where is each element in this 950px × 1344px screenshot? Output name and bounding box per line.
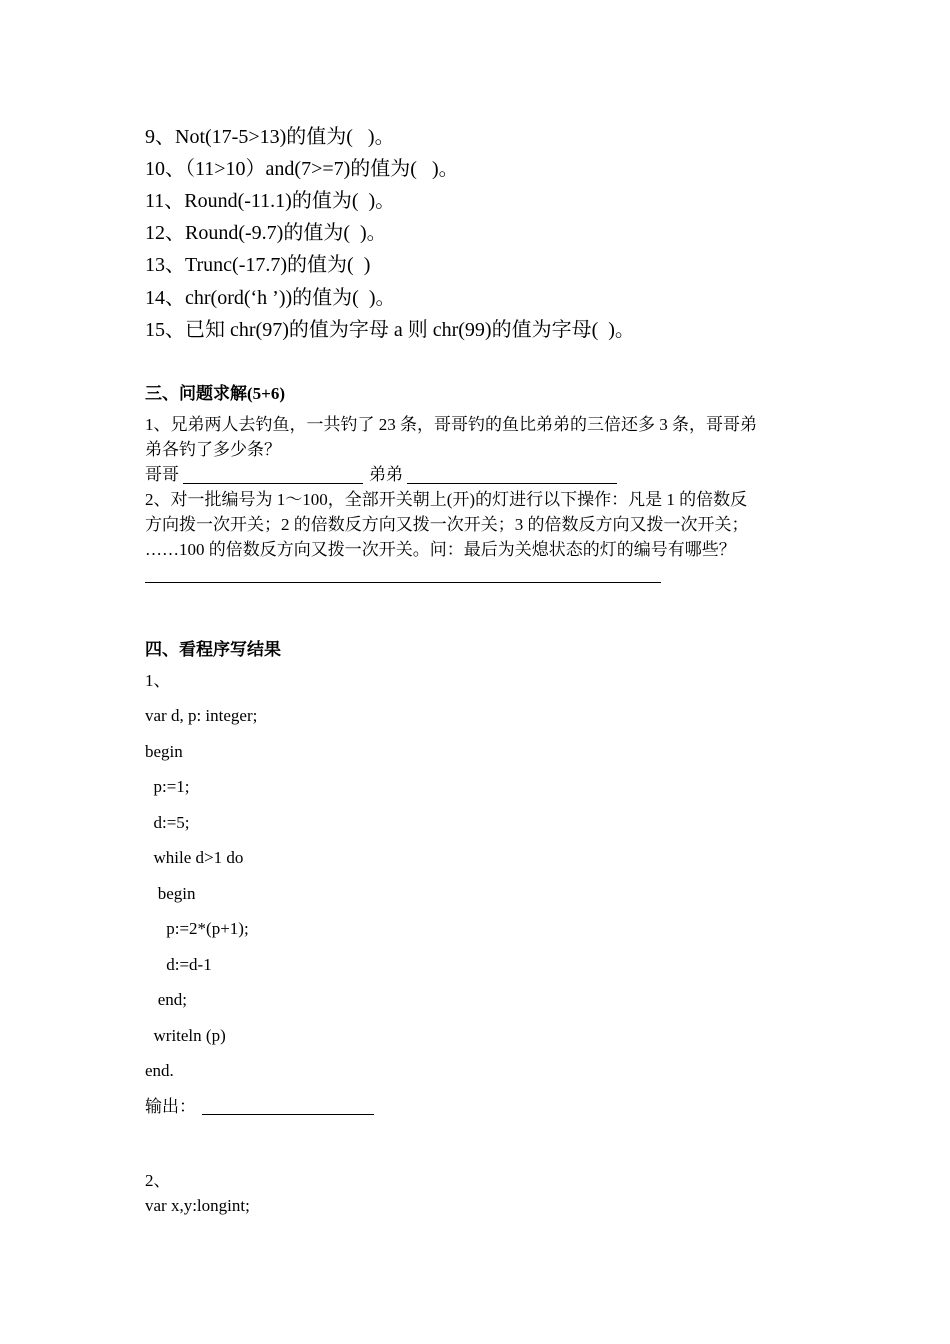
program-2-number: 2、 <box>145 1171 171 1190</box>
question-13: 13、Trunc(-17.7)的值为( ) <box>145 254 371 276</box>
answer-blank-problem-2[interactable] <box>145 582 661 583</box>
code-line: d:=d-1 <box>145 955 212 974</box>
question-9: 9、Not(17-5>13)的值为( )。 <box>145 126 395 148</box>
code-line: p:=1; <box>145 777 190 796</box>
question-15: 15、已知 chr(97)的值为字母 a 则 chr(99)的值为字母( )。 <box>145 319 635 341</box>
answer-label-elder-brother: 哥哥 <box>145 465 179 484</box>
code-line: begin <box>145 742 183 761</box>
question-14: 14、chr(ord(‘h ’))的值为( )。 <box>145 287 396 309</box>
problem-1-text-line-2: 弟各钓了多少条？ <box>145 440 281 459</box>
code-line: d:=5; <box>145 813 190 832</box>
program-1-output-label: 输出： <box>145 1097 196 1116</box>
problem-2-text-line-3: ……100 的倍数反方向又拨一次开关。问：最后为关熄状态的灯的编号有哪些？ <box>145 540 736 559</box>
problem-2-text-line-1: 2、对一批编号为 1～100，全部开关朝上(开)的灯进行以下操作：凡是 1 的倍数反 <box>145 490 748 509</box>
problem-1-text-line-1: 1、兄弟两人去钓鱼，一共钓了 23 条，哥哥钓的鱼比弟弟的三倍还多 3 条，哥哥弟 <box>145 415 757 434</box>
question-12: 12、Round(-9.7)的值为( )。 <box>145 222 387 244</box>
code-line: while d>1 do <box>145 848 244 867</box>
problem-2-text-line-2: 方向拨一次开关；2 的倍数反方向又拨一次开关；3 的倍数反方向又拨一次开关； <box>145 515 749 534</box>
code-line: p:=2*(p+1); <box>145 919 249 938</box>
code-line: end; <box>145 990 188 1009</box>
answer-blank-program-1-output[interactable] <box>202 1114 374 1115</box>
program-1-number: 1、 <box>145 671 171 690</box>
answer-blank-younger-brother[interactable] <box>407 483 617 484</box>
answer-label-younger-brother: 弟弟 <box>369 465 403 484</box>
code-line: var d, p: integer; <box>145 706 258 725</box>
answer-blank-elder-brother[interactable] <box>183 483 363 484</box>
section-3-heading: 三、问题求解(5+6) <box>145 384 286 403</box>
code-line: writeln (p) <box>145 1026 226 1045</box>
code-line: end. <box>145 1061 174 1080</box>
code-line: var x,y:longint; <box>145 1196 250 1215</box>
question-10: 10、（11>10）and(7>=7)的值为( )。 <box>145 158 459 180</box>
code-line: begin <box>145 884 196 903</box>
question-11: 11、Round(-11.1)的值为( )。 <box>145 190 396 212</box>
section-4-heading: 四、看程序写结果 <box>145 640 281 659</box>
